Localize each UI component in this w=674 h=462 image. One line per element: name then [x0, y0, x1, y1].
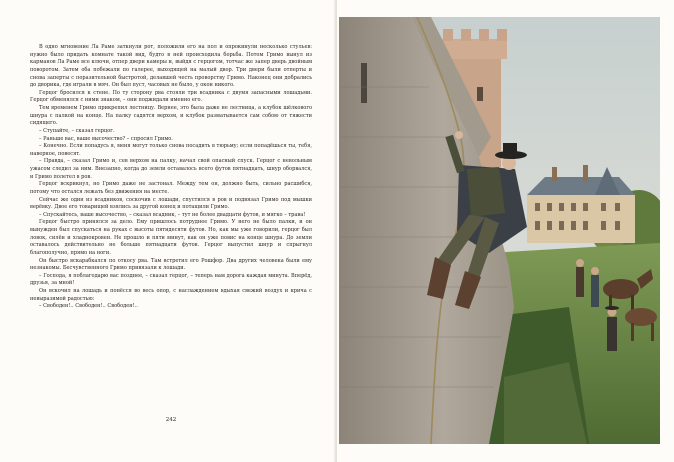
horseman-head — [576, 259, 584, 267]
paragraph: – Правда, – сказал Гримо и, сев верхом на палку, начал свой опасный спуск. Герцог с невольным ужасом следил за ним. Внезапно, когда до земли оставалось всего футов пятнадцать, шнур оборвался, и Гримо полетел в ров. — [30, 158, 312, 180]
chateau-window — [547, 203, 552, 211]
horseman-figure — [591, 275, 599, 307]
chateau-window — [535, 203, 540, 211]
chateau-window — [601, 203, 606, 211]
chateau-window — [615, 221, 620, 230]
chateau-window — [547, 221, 552, 230]
horseman-head — [591, 267, 599, 275]
chateau-window — [571, 221, 576, 230]
paragraph: Герцог быстро принялся за дело. Ему пришлось потруднее Гримо. У него не было палки, и он вынужден был спускаться на руках с высоты пятидесяти футов. Но, как мы уже говорили, герцог был ловок, силён и хладнокровен. Не прошло и пяти минут, как он уже повис на конце шнура. До земли оставалось действительно не больше пятнадцати футов. Герцог выпустил шнур и спрыгнул благополучно, прямо на ноги. — [30, 219, 312, 256]
horseman-figure — [607, 317, 617, 351]
chateau-window — [583, 203, 588, 211]
hat-crown — [503, 143, 517, 155]
paragraph: Он быстро вскарабкался по откосу рва. Там встретил его Рошфор. Два других человека были ему незнакомы. Бесчувственного Гримо привязали к лошади. — [30, 257, 312, 272]
battlement — [461, 29, 471, 41]
paragraph: – Свободен!.. Свободен!.. Свободен!.. — [39, 303, 138, 310]
paragraph: – Раньше вас, ваше высочество? – спросил Гримо. — [39, 135, 173, 142]
chateau-body — [527, 195, 635, 243]
paragraph: Он вскочил на лошадь и понёсся во весь опор, с наслаждением вдыхая свежий воздух и крича с невыразимой радостью: — [30, 288, 312, 302]
horse-leg — [631, 323, 634, 341]
chateau-window — [559, 203, 564, 211]
paragraph: – Конечно. Если попадусь я, меня могут только снова посадить в тюрьму; если попадёшься ты, тебя, наверное, повесят. — [30, 143, 312, 157]
tower-window — [477, 87, 483, 101]
battlement — [479, 29, 489, 41]
text-block — [30, 44, 312, 311]
paragraph: – Господа, я поблагодарю вас позднее, – сказал герцог, – теперь нам дорога каждая минута. Вперёд, друзья, за мной! — [30, 272, 312, 287]
chateau-chimney — [583, 165, 588, 181]
hand — [455, 131, 463, 139]
paragraph: Тем временем Гримо прикрепил лестницу. Вернее, это была даже не лестница, а клубок шёлкового шнура с палкой на конце. На палку садятся верхом, и клубок разматывается сам собою от тяжести сидящего. — [30, 105, 312, 127]
paragraph: – Спускайтесь, ваше высочество, – сказал всадник, – тут не более двадцати футов, и мягко – трава! — [39, 211, 306, 218]
paragraph: Сейчас же один из всадников, соскочив с лошади, спустился в ров и подвязал Гримо под мышки верёвку. Двое его товарищей взялись за другой конец и потащили Гримо. — [30, 196, 312, 211]
chateau-window — [559, 221, 564, 230]
page-number: 242 — [165, 417, 177, 423]
doublet — [467, 167, 505, 217]
chateau-window — [601, 221, 606, 230]
chateau-chimney — [552, 167, 557, 181]
illustration — [339, 17, 660, 444]
chateau-roof — [527, 177, 635, 195]
paragraph: Герцог бросился к стене. По ту сторону рва стояли три всадника с двумя запасными лошадьми. Герцог обменялся с ними знаком, – они поджидали именно его. — [30, 89, 312, 104]
battlement — [497, 29, 507, 41]
chateau-window — [571, 203, 576, 211]
battlement — [443, 29, 453, 41]
illustration-drawing — [339, 17, 660, 444]
chateau-window — [615, 203, 620, 211]
wall-arrow-slit — [361, 63, 367, 103]
chateau-window — [583, 221, 588, 230]
chateau-window — [535, 221, 540, 230]
horse-leg — [651, 323, 654, 341]
paragraph: Герцог вскрикнул, но Гримо даже не застонал. Между тем он, должно быть, сильно расшибся, потому что остался лежать без движения на месте. — [30, 181, 312, 195]
horseman-hat — [605, 306, 619, 310]
paragraph: В одно мгновение Ла Раме заткнули рот, положили его на пол и опрокинули несколько стульев: нужно было придать комнате такой вид, будто в ней происходила борьба. Потом Гримо вынул из карманов Ла Раме все ключи, отпер двери камеры и, выйдя с герцогом, тотчас же запер дверь двойным поворотом. Затем оба побежали по галерее, выходящей на малый двор. Три двери были отперты и снова заперты с поразительной быстротой, делавшей честь проворству Гримо. Наконец они добрались до дворика, где играли в мяч. Он был пуст, часовых не было, у окон никого. — [30, 44, 312, 89]
horseman-figure — [576, 267, 584, 297]
paragraph: – Ступайте, – сказал герцог. — [39, 127, 115, 134]
